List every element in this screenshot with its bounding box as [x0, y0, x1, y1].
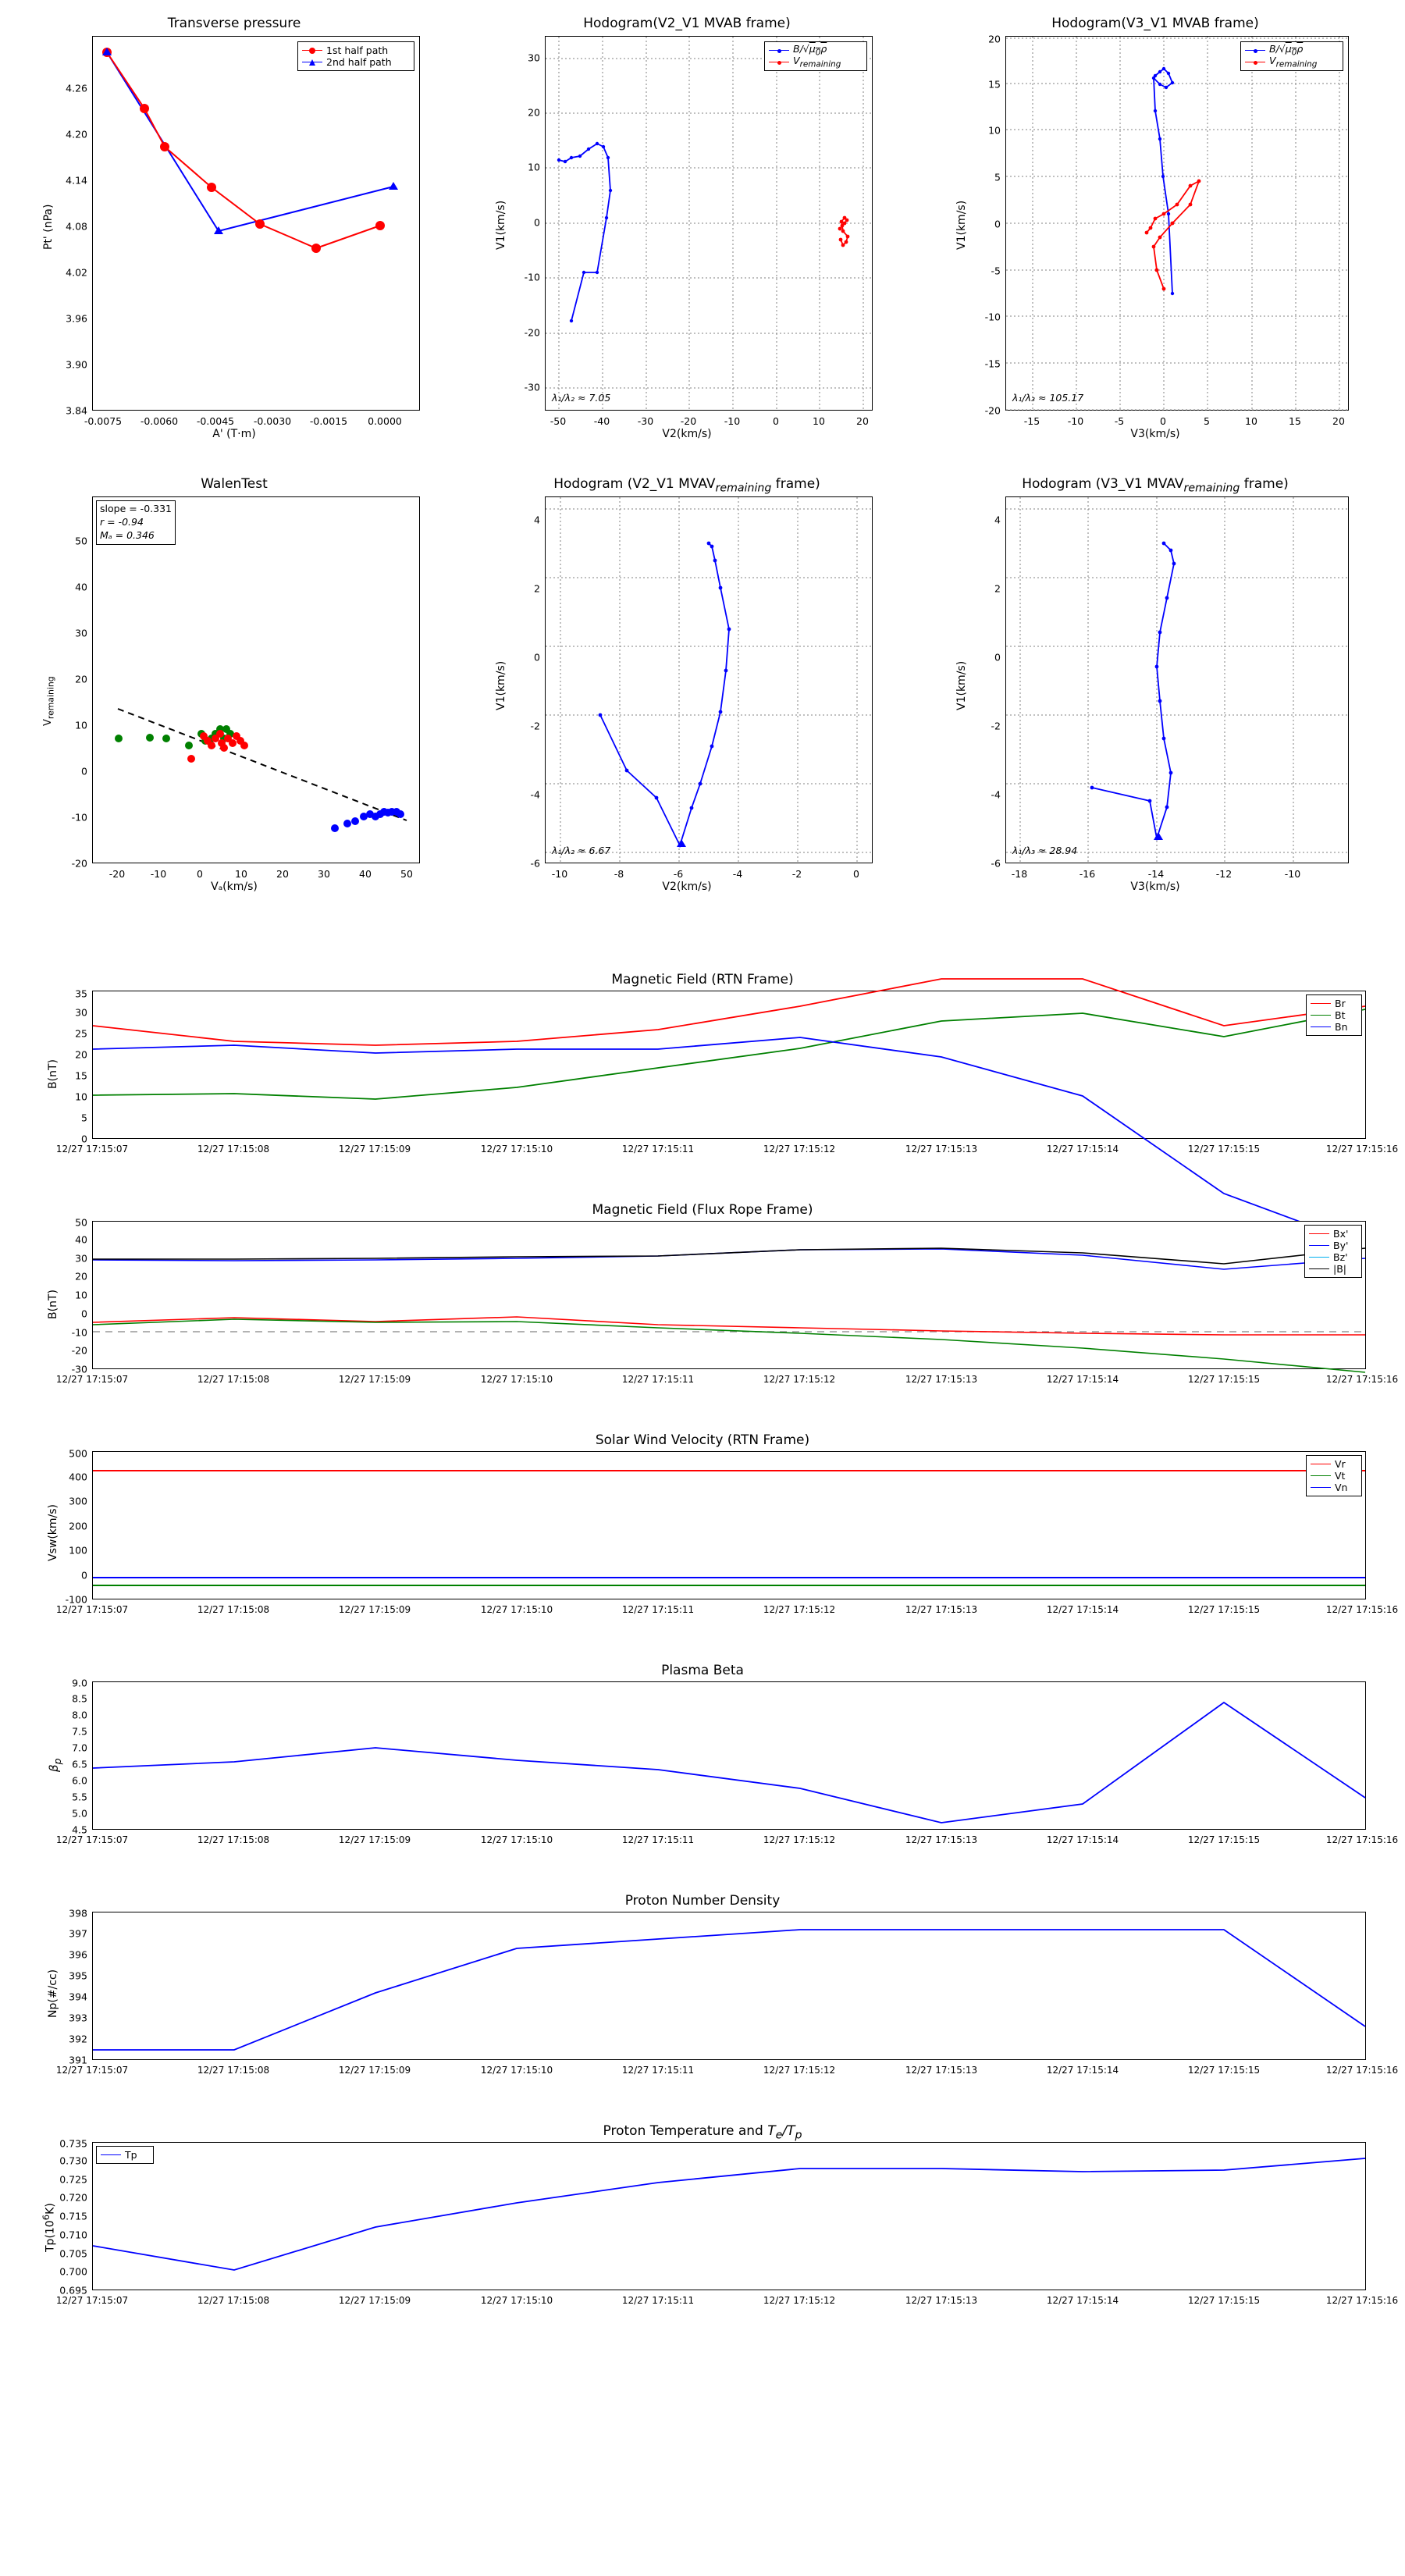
legend-item: Bt [1311, 1009, 1357, 1021]
x-tick: -10 [1067, 415, 1084, 427]
legend-item: Bz' [1309, 1251, 1357, 1263]
x-tick: -30 [637, 415, 654, 427]
y-tick: 394 [69, 1991, 87, 2003]
panel-hodogram-v3v1-mvab [944, 16, 1366, 440]
plot-area [92, 496, 420, 863]
y-axis-label: V1(km/s) [495, 200, 507, 250]
plot-area [92, 1451, 1366, 1599]
legend-item: Vr [1311, 1458, 1357, 1470]
x-tick: -16 [1079, 868, 1096, 880]
x-tick: 12/27 17:15:15 [1187, 1604, 1261, 1615]
walen-stats-box [96, 500, 176, 545]
x-tick: -10 [551, 868, 568, 880]
legend-item: Br [1311, 998, 1357, 1009]
x-tick: 0 [853, 868, 859, 880]
x-tick: 12/27 17:15:07 [55, 1604, 129, 1615]
x-tick: 12/27 17:15:13 [905, 1604, 978, 1615]
x-tick: 0.0000 [368, 415, 402, 427]
legend [1240, 41, 1343, 71]
y-tick: 30 [75, 1252, 87, 1265]
x-tick: 12/27 17:15:11 [621, 2065, 695, 2076]
x-axis-label: V3(km/s) [1130, 428, 1180, 440]
x-tick: 12/27 17:15:11 [621, 2295, 695, 2306]
y-tick: 0 [994, 218, 1001, 230]
y-tick: 35 [75, 987, 87, 1000]
y-tick: 3.84 [66, 404, 87, 417]
legend-item: Tp [101, 2149, 149, 2161]
x-tick: -8 [614, 868, 624, 880]
y-tick: 6.0 [72, 1774, 87, 1787]
x-tick: 12/27 17:15:10 [480, 1374, 553, 1385]
legend-item: 1st half path [302, 44, 410, 56]
y-tick: -10 [984, 311, 1001, 323]
x-tick: 12/27 17:15:16 [1325, 1374, 1399, 1385]
y-tick: 398 [69, 1907, 87, 1920]
x-axis-label: V2(km/s) [662, 881, 712, 893]
x-tick: 12/27 17:15:13 [905, 2065, 978, 2076]
legend [1304, 1225, 1362, 1278]
panel-transverse-pressure [31, 16, 437, 440]
y-tick: 30 [75, 627, 87, 639]
x-tick: -50 [550, 415, 567, 427]
y-tick: 0.710 [59, 2229, 87, 2241]
x-tick: 12/27 17:15:12 [763, 1144, 836, 1155]
panel-hodogram-v2v1-mvab [484, 16, 890, 440]
x-tick: 12/27 17:15:11 [621, 1604, 695, 1615]
legend-item: Vt [1311, 1470, 1357, 1482]
x-tick: 12/27 17:15:10 [480, 1834, 553, 1845]
x-tick: 50 [400, 868, 413, 880]
x-tick: 12/27 17:15:11 [621, 1144, 695, 1155]
x-tick: 12/27 17:15:16 [1325, 1604, 1399, 1615]
y-tick: 9.0 [72, 1677, 87, 1689]
x-tick: 12/27 17:15:14 [1046, 1374, 1119, 1385]
y-tick: 20 [528, 106, 540, 119]
y-tick: 0.730 [59, 2154, 87, 2167]
y-tick: 20 [75, 1270, 87, 1283]
x-tick: 12/27 17:15:15 [1187, 1374, 1261, 1385]
y-tick: 4.5 [72, 1823, 87, 1836]
panel-title: Magnetic Field (Flux Rope Frame) [592, 1202, 813, 1218]
x-tick: 12/27 17:15:12 [763, 1374, 836, 1385]
y-axis-label: Pt' (nPa) [42, 204, 55, 250]
y-tick: -10 [71, 1326, 87, 1339]
y-tick: 10 [75, 1091, 87, 1103]
y-tick: 0 [534, 216, 540, 229]
panel-title: Plasma Beta [661, 1663, 744, 1678]
plot-lines [93, 1682, 1365, 1829]
y-axis-label: Vsw(km/s) [47, 1503, 59, 1561]
x-tick: 12/27 17:15:09 [338, 1834, 411, 1845]
legend [96, 2146, 154, 2164]
x-tick: 5 [1204, 415, 1210, 427]
x-tick: 12/27 17:15:09 [338, 1604, 411, 1615]
x-tick: 12/27 17:15:12 [763, 1834, 836, 1845]
y-tick: 4.02 [66, 266, 87, 279]
plot-lines [1006, 497, 1348, 863]
y-tick: 10 [988, 124, 1001, 137]
panel-proton-density [31, 1893, 1399, 2088]
y-tick: -100 [65, 1593, 87, 1606]
x-tick: 12/27 17:15:10 [480, 2065, 553, 2076]
legend [297, 41, 414, 71]
y-tick: 396 [69, 1948, 87, 1961]
x-tick: 0 [1160, 415, 1166, 427]
panel-plasma-beta [31, 1663, 1399, 1858]
x-tick: 12/27 17:15:08 [197, 1834, 270, 1845]
x-tick: 12/27 17:15:09 [338, 1144, 411, 1155]
panel-title: Hodogram(V3_V1 MVAB frame) [1051, 16, 1259, 31]
panel-velocity-rtn [31, 1432, 1399, 1628]
y-tick: 0.715 [59, 2210, 87, 2222]
legend-item: Bn [1311, 1021, 1357, 1033]
x-tick: 12/27 17:15:14 [1046, 2295, 1119, 2306]
y-tick: 397 [69, 1927, 87, 1940]
y-tick: 4.26 [66, 82, 87, 94]
y-tick: 10 [528, 161, 540, 173]
plot-area [92, 1681, 1366, 1830]
y-tick: 300 [69, 1495, 87, 1507]
x-tick: -14 [1147, 868, 1165, 880]
y-tick: 25 [75, 1027, 87, 1040]
legend-item: |B| [1309, 1263, 1357, 1275]
x-tick: 12/27 17:15:16 [1325, 2065, 1399, 2076]
x-tick: 12/27 17:15:14 [1046, 2065, 1119, 2076]
x-tick: 15 [1289, 415, 1301, 427]
y-axis-label: V1(km/s) [955, 200, 968, 250]
y-tick: 40 [75, 1233, 87, 1246]
x-tick: 10 [1245, 415, 1257, 427]
y-tick: 0 [994, 651, 1001, 664]
plot-lines [1006, 37, 1348, 410]
plot-area [92, 36, 420, 411]
plot-lines [93, 1912, 1365, 2059]
eigenvalue-annotation: λ₁/λ₃ ≈ 105.17 [1012, 392, 1084, 404]
x-tick: 12/27 17:15:08 [197, 1604, 270, 1615]
legend [1306, 994, 1362, 1036]
y-tick: -30 [524, 381, 540, 393]
y-tick: 5.5 [72, 1791, 87, 1803]
y-tick: 15 [988, 78, 1001, 91]
x-tick: 10 [813, 415, 825, 427]
panel-title: Solar Wind Velocity (RTN Frame) [595, 1432, 810, 1448]
y-axis-label: B(nT) [47, 1290, 59, 1319]
y-tick: 0.705 [59, 2247, 87, 2260]
walen-ma: Mₐ = 0.346 [100, 528, 155, 541]
y-tick: 0.725 [59, 2173, 87, 2186]
y-tick: 400 [69, 1471, 87, 1483]
panel-title: Proton Temperature and $T_e/T_p$ [603, 2123, 802, 2142]
x-tick: 12/27 17:15:15 [1187, 2295, 1261, 2306]
panel-magnetic-fluxrope [31, 1202, 1399, 1397]
y-tick: 4.20 [66, 128, 87, 141]
y-tick: -6 [991, 857, 1001, 870]
x-tick: 12/27 17:15:13 [905, 1374, 978, 1385]
legend-item: $B/√\mu_0\rho$ [769, 44, 863, 56]
legend-item: Vn [1311, 1482, 1357, 1493]
panel-title: Hodogram(V2_V1 MVAB frame) [583, 16, 791, 31]
legend-item: 2nd half path [302, 56, 410, 68]
x-tick: 12/27 17:15:07 [55, 1834, 129, 1845]
y-tick: 6.5 [72, 1758, 87, 1770]
panel-magnetic-rtn [31, 972, 1399, 1167]
x-tick: 12/27 17:15:12 [763, 1604, 836, 1615]
x-tick: 10 [235, 868, 247, 880]
plot-area [545, 36, 873, 411]
x-tick: 20 [276, 868, 289, 880]
y-tick: -2 [991, 720, 1001, 732]
y-tick: -4 [991, 788, 1001, 801]
y-tick: 0.695 [59, 2284, 87, 2297]
y-tick: 0 [81, 1569, 87, 1582]
x-tick: 12/27 17:15:07 [55, 2295, 129, 2306]
panel-hodogram-v2v1-mvav [484, 476, 890, 893]
x-tick: 12/27 17:15:07 [55, 2065, 129, 2076]
legend-item: $V_{remaining}$ [1245, 56, 1339, 68]
y-tick: 4.14 [66, 174, 87, 187]
x-tick: -15 [1023, 415, 1040, 427]
walen-r: r = -0.94 [100, 515, 144, 528]
x-tick: 12/27 17:15:08 [197, 2065, 270, 2076]
x-tick: 12/27 17:15:07 [55, 1144, 129, 1155]
x-tick: -5 [1114, 415, 1125, 427]
plot-area [1005, 496, 1349, 863]
panel-title: Magnetic Field (RTN Frame) [611, 972, 794, 987]
y-tick: -15 [984, 358, 1001, 370]
x-tick: 12/27 17:15:12 [763, 2065, 836, 2076]
x-tick: -20 [108, 868, 126, 880]
legend [1306, 1455, 1362, 1496]
y-tick: 0 [81, 1308, 87, 1320]
y-tick: 50 [75, 535, 87, 547]
x-tick: 30 [318, 868, 330, 880]
x-tick: 12/27 17:15:11 [621, 1374, 695, 1385]
x-tick: -10 [724, 415, 741, 427]
y-axis-label: $\beta_p$ [47, 1758, 63, 1772]
y-tick: 0 [534, 651, 540, 664]
y-tick: 2 [994, 582, 1001, 595]
x-tick: 12/27 17:15:13 [905, 2295, 978, 2306]
x-tick: 20 [1332, 415, 1345, 427]
y-tick: 10 [75, 719, 87, 731]
x-tick: 12/27 17:15:08 [197, 1144, 270, 1155]
x-tick: -18 [1011, 868, 1028, 880]
y-tick: -2 [530, 720, 540, 732]
x-tick: -12 [1215, 868, 1232, 880]
x-tick: 12/27 17:15:16 [1325, 1144, 1399, 1155]
panel-title: Hodogram (V3_V1 $MVAV_{remaining}$ frame) [1022, 476, 1289, 495]
y-axis-label: B(nT) [47, 1059, 59, 1089]
x-axis-label: A' (T·m) [212, 428, 256, 440]
y-tick: 2 [534, 582, 540, 595]
x-tick: 12/27 17:15:08 [197, 1374, 270, 1385]
y-tick: -30 [71, 1363, 87, 1375]
x-tick: -4 [732, 868, 743, 880]
panel-title: Proton Number Density [624, 1893, 781, 1909]
y-tick: 7.0 [72, 1742, 87, 1754]
x-tick: 0 [773, 415, 779, 427]
x-tick: -2 [791, 868, 802, 880]
x-tick: 12/27 17:15:15 [1187, 2065, 1261, 2076]
y-tick: 0.720 [59, 2191, 87, 2204]
x-tick: -40 [593, 415, 610, 427]
x-tick: -0.0060 [140, 415, 179, 427]
y-tick: 391 [69, 2054, 87, 2066]
y-axis-label: V1(km/s) [955, 660, 968, 710]
x-tick: -0.0045 [196, 415, 235, 427]
plot-lines [93, 1452, 1365, 1599]
y-tick: 30 [75, 1006, 87, 1019]
y-axis-label: $V_{remaining}$ [42, 676, 56, 726]
y-tick: 200 [69, 1520, 87, 1532]
y-tick: 5.0 [72, 1807, 87, 1820]
x-tick: 12/27 17:15:15 [1187, 1144, 1261, 1155]
y-tick: 0.735 [59, 2137, 87, 2150]
x-tick: -0.0015 [309, 415, 348, 427]
x-axis-label: Vₐ(km/s) [211, 881, 258, 893]
plot-lines [93, 991, 1365, 1138]
x-tick: 12/27 17:15:14 [1046, 1604, 1119, 1615]
eigenvalue-annotation: λ₁/λ₃ ≈ 28.94 [1012, 845, 1078, 856]
y-tick: 5 [994, 171, 1001, 183]
plot-lines [93, 1222, 1365, 1368]
x-axis-label: V3(km/s) [1130, 881, 1180, 893]
panel-title: Hodogram (V2_V1 $MVAV_{remaining}$ frame) [553, 476, 820, 495]
y-tick: -10 [524, 271, 540, 283]
y-tick: -20 [71, 1344, 87, 1357]
x-tick: 0 [197, 868, 203, 880]
x-tick: 12/27 17:15:07 [55, 1374, 129, 1385]
y-tick: 8.0 [72, 1709, 87, 1721]
x-tick: 12/27 17:15:09 [338, 2295, 411, 2306]
legend-item: Bx' [1309, 1228, 1357, 1240]
panel-title: Transverse pressure [167, 16, 301, 31]
y-tick: 393 [69, 2012, 87, 2024]
x-tick: 12/27 17:15:10 [480, 2295, 553, 2306]
plot-area [92, 1221, 1366, 1369]
x-tick: 12/27 17:15:10 [480, 1604, 553, 1615]
y-tick: 40 [75, 581, 87, 593]
y-tick: 4 [534, 514, 540, 526]
eigenvalue-annotation: λ₁/λ₂ ≈ 6.67 [552, 845, 611, 856]
x-tick: 12/27 17:15:13 [905, 1834, 978, 1845]
y-tick: 10 [75, 1289, 87, 1301]
x-tick: 12/27 17:15:09 [338, 1374, 411, 1385]
eigenvalue-annotation: λ₁/λ₂ ≈ 7.05 [552, 392, 611, 404]
x-tick: -0.0030 [253, 415, 292, 427]
x-tick: -20 [680, 415, 697, 427]
y-tick: -5 [991, 265, 1001, 277]
legend-item: $V_{remaining}$ [769, 56, 863, 68]
x-tick: 40 [359, 868, 372, 880]
x-tick: -10 [1284, 868, 1301, 880]
y-tick: 500 [69, 1447, 87, 1460]
plot-area [92, 2142, 1366, 2290]
y-tick: 5 [81, 1112, 87, 1124]
y-tick: 8.5 [72, 1692, 87, 1705]
plot-points [93, 497, 419, 863]
y-tick: -20 [984, 404, 1001, 417]
plot-area [545, 496, 873, 863]
x-tick: 12/27 17:15:11 [621, 1834, 695, 1845]
y-tick: 20 [75, 1048, 87, 1061]
y-tick: -10 [71, 811, 87, 824]
plot-lines [93, 37, 419, 410]
y-tick: -6 [530, 857, 540, 870]
y-tick: 30 [528, 52, 540, 64]
x-tick: 12/27 17:15:08 [197, 2295, 270, 2306]
y-tick: 392 [69, 2033, 87, 2045]
legend-item: By' [1309, 1240, 1357, 1251]
plot-area [1005, 36, 1349, 411]
y-tick: -20 [524, 326, 540, 339]
panel-walen-test [31, 476, 437, 893]
plot-lines [546, 497, 872, 863]
y-tick: 0.700 [59, 2265, 87, 2278]
panel-proton-temperature [31, 2123, 1399, 2318]
y-tick: 15 [75, 1069, 87, 1082]
y-tick: 20 [75, 673, 87, 685]
x-tick: 12/27 17:15:16 [1325, 2295, 1399, 2306]
x-tick: 12/27 17:15:16 [1325, 1834, 1399, 1845]
x-tick: -10 [150, 868, 167, 880]
y-axis-label: $Tp(10^6K)$ [41, 2203, 57, 2252]
x-tick: 12/27 17:15:14 [1046, 1144, 1119, 1155]
x-tick: 12/27 17:15:12 [763, 2295, 836, 2306]
y-axis-label: V1(km/s) [495, 660, 507, 710]
panel-hodogram-v3v1-mvav [944, 476, 1366, 893]
y-tick: 0 [81, 765, 87, 777]
y-tick: 395 [69, 1969, 87, 1982]
y-tick: -4 [530, 788, 540, 801]
y-tick: 0 [81, 1133, 87, 1145]
plot-lines [546, 37, 872, 410]
y-tick: 7.5 [72, 1725, 87, 1738]
x-tick: -6 [673, 868, 684, 880]
x-tick: 12/27 17:15:10 [480, 1144, 553, 1155]
x-tick: 12/27 17:15:14 [1046, 1834, 1119, 1845]
plot-lines [93, 2143, 1365, 2290]
y-tick: 50 [75, 1216, 87, 1229]
y-tick: 3.90 [66, 358, 87, 371]
x-tick: 12/27 17:15:15 [1187, 1834, 1261, 1845]
x-axis-label: V2(km/s) [662, 428, 712, 440]
x-tick: -0.0075 [84, 415, 123, 427]
y-axis-label: Np(#/cc) [47, 1969, 59, 2018]
legend [764, 41, 867, 71]
legend-item: $B/√\mu_0\rho$ [1245, 44, 1339, 56]
x-tick: 20 [856, 415, 869, 427]
y-tick: 20 [988, 33, 1001, 45]
y-tick: 4 [994, 514, 1001, 526]
walen-slope: slope = -0.331 [100, 503, 172, 514]
y-tick: 4.08 [66, 220, 87, 233]
panel-title: WalenTest [201, 476, 268, 492]
y-tick: 3.96 [66, 312, 87, 325]
x-tick: 12/27 17:15:13 [905, 1144, 978, 1155]
x-tick: 12/27 17:15:09 [338, 2065, 411, 2076]
plot-area [92, 1912, 1366, 2060]
y-tick: -20 [71, 857, 87, 870]
y-tick: 100 [69, 1544, 87, 1557]
plot-area [92, 991, 1366, 1139]
